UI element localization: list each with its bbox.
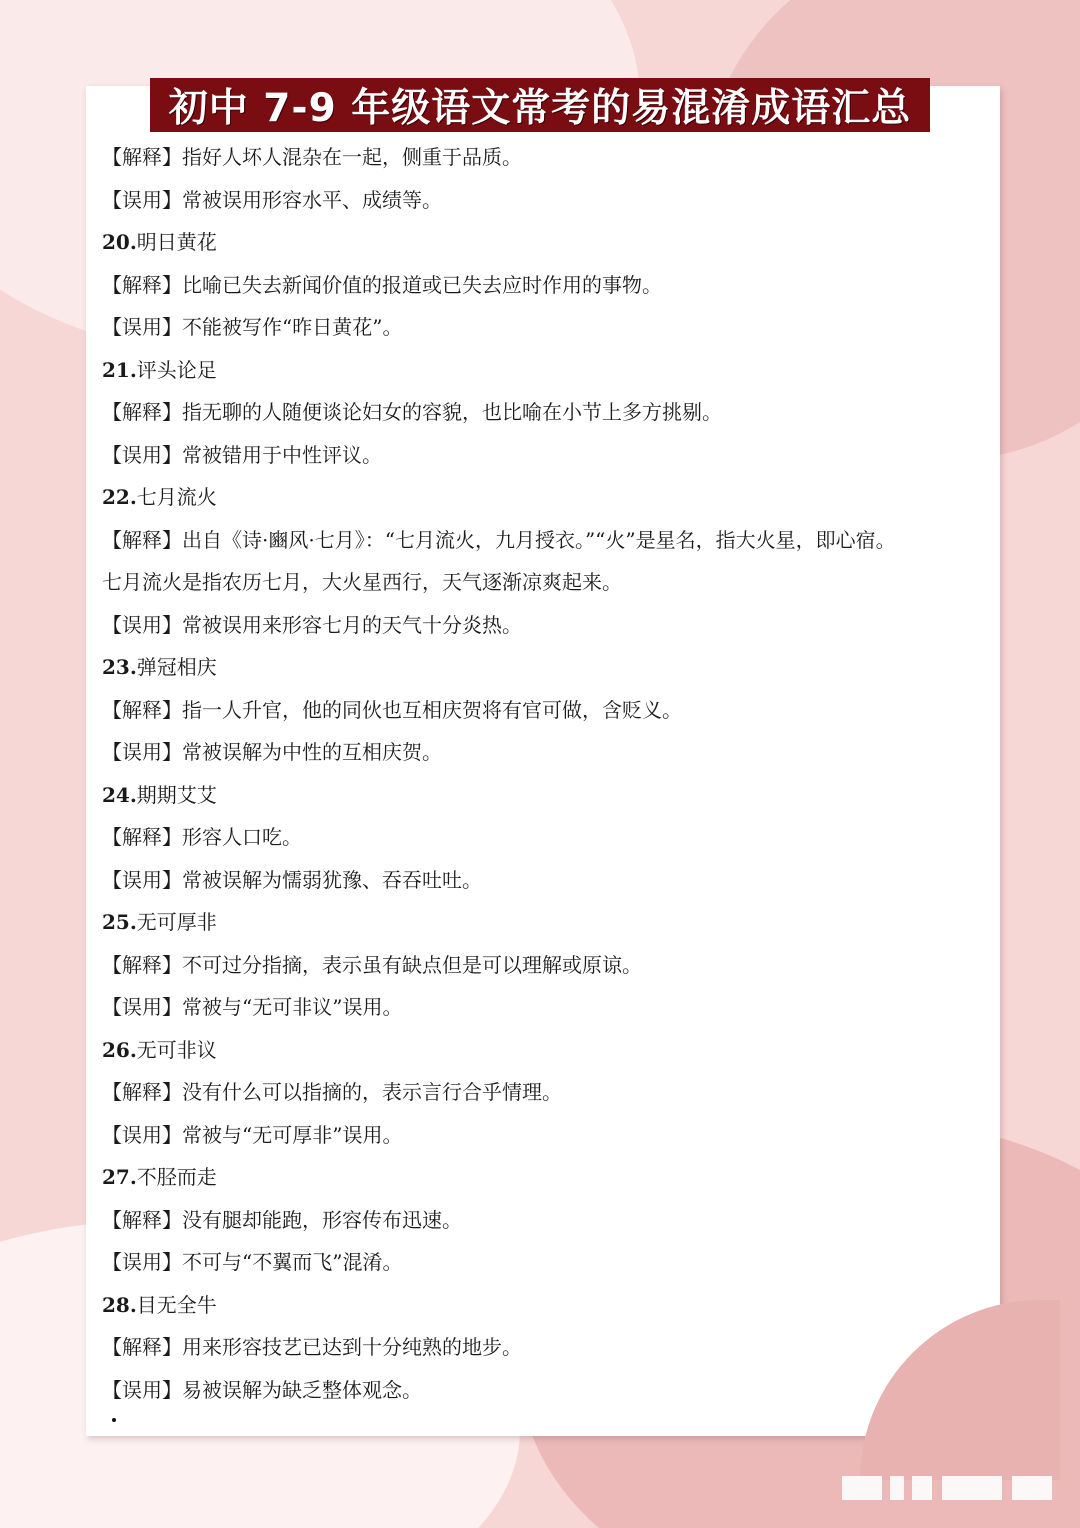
end-mark xyxy=(112,1418,116,1422)
idiom-number: 26. xyxy=(102,1037,137,1062)
idiom-heading xyxy=(102,476,982,519)
line-text: 比喻已失去新闻价值的报道或已失去应时作用的事物。 xyxy=(182,272,662,297)
misuse-tag: 【误用】 xyxy=(102,1377,182,1402)
idiom-number: 24. xyxy=(102,782,137,807)
idiom-number: 20. xyxy=(102,230,137,254)
explanation-line xyxy=(102,391,982,434)
line-text: 常被误用来形容七月的天气十分炎热。 xyxy=(182,612,522,637)
idiom-number: 21. xyxy=(102,357,137,382)
line-text: 没有腿却能跑，形容传布迅速。 xyxy=(182,1207,462,1232)
explanation-line xyxy=(102,1199,982,1242)
explanation-tag: 【解释】 xyxy=(102,697,182,722)
explanation-tag: 【解释】 xyxy=(102,1335,182,1359)
explanation-tag: 【解释】 xyxy=(102,1207,182,1232)
misuse-line xyxy=(102,306,982,349)
idiom-term: 弹冠相庆 xyxy=(136,655,217,679)
line-text: 常被误用形容水平、成绩等。 xyxy=(182,187,442,212)
line-text: 常被错用于中性评议。 xyxy=(182,442,382,467)
idiom-number: 25. xyxy=(102,910,137,934)
line-text: 七月流火是指农历七月，大火星西行，天气逐渐凉爽起来。 xyxy=(102,570,622,594)
explanation-line xyxy=(102,689,982,732)
explanation-line xyxy=(102,264,982,307)
idiom-term: 明日黄花 xyxy=(136,230,217,254)
misuse-line xyxy=(102,434,982,477)
page-title: 初中 7-9 年级语文常考的易混淆成语汇总 xyxy=(168,86,912,131)
line-text: 常被误解为中性的互相庆贺。 xyxy=(182,740,442,764)
misuse-tag: 【误用】 xyxy=(102,867,182,892)
idiom-term: 不胫而走 xyxy=(136,1165,217,1189)
misuse-line xyxy=(102,179,982,222)
misuse-tag: 【误用】 xyxy=(102,1122,182,1147)
misuse-line xyxy=(102,731,982,774)
misuse-tag: 【误用】 xyxy=(102,740,182,764)
idiom-heading xyxy=(102,646,982,689)
misuse-line xyxy=(102,604,982,647)
idiom-number: 22. xyxy=(102,485,137,509)
misuse-line xyxy=(102,986,982,1029)
misuse-line xyxy=(102,1241,982,1284)
idiom-term: 无可厚非 xyxy=(136,910,217,934)
misuse-tag: 【误用】 xyxy=(102,315,182,339)
misuse-line xyxy=(102,1369,982,1412)
misuse-line xyxy=(102,859,982,902)
idiom-heading xyxy=(102,349,982,392)
idiom-heading xyxy=(102,901,982,944)
explanation-line xyxy=(102,136,982,179)
idiom-number: 28. xyxy=(102,1292,137,1317)
line-text: 常被与“无可厚非”误用。 xyxy=(182,1122,403,1147)
explanation-tag: 【解释】 xyxy=(102,1080,182,1104)
explanation-line xyxy=(102,519,982,562)
line-text: 不能被写作“昨日黄花”。 xyxy=(182,315,403,339)
misuse-tag: 【误用】 xyxy=(102,1250,182,1274)
idiom-term: 无可非议 xyxy=(136,1037,217,1062)
idiom-number: 27. xyxy=(102,1165,137,1189)
idiom-term: 目无全牛 xyxy=(136,1292,217,1317)
idiom-heading xyxy=(102,774,982,817)
line-text: 形容人口吃。 xyxy=(182,825,302,849)
idiom-heading xyxy=(102,221,982,264)
title-banner xyxy=(150,78,930,132)
line-text: 指无聊的人随便谈论妇女的容貌，也比喻在小节上多方挑剔。 xyxy=(182,400,722,424)
line-text: 不可与“不翼而飞”混淆。 xyxy=(182,1250,403,1274)
explanation-tag: 【解释】 xyxy=(102,952,182,977)
line-text: 用来形容技艺已达到十分纯熟的地步。 xyxy=(182,1335,522,1359)
explanation-tag: 【解释】 xyxy=(102,527,182,552)
line-text: 常被与“无可非议”误用。 xyxy=(182,995,403,1019)
line-text: 常被误解为懦弱犹豫、吞吞吐吐。 xyxy=(182,867,482,892)
explanation-tag: 【解释】 xyxy=(102,825,182,849)
explanation-line xyxy=(102,1071,982,1114)
idiom-number: 23. xyxy=(102,655,137,679)
watermark-logo xyxy=(842,1470,1062,1510)
idiom-heading xyxy=(102,1156,982,1199)
idiom-term: 七月流火 xyxy=(136,485,217,509)
line-text: 易被误解为缺乏整体观念。 xyxy=(182,1377,422,1402)
explanation-line xyxy=(102,816,982,859)
explanation-tag: 【解释】 xyxy=(102,145,182,169)
explanation-tag: 【解释】 xyxy=(102,272,182,297)
explanation-tag: 【解释】 xyxy=(102,400,182,424)
explanation-line xyxy=(102,1326,982,1369)
misuse-tag: 【误用】 xyxy=(102,995,182,1019)
line-text: 指好人坏人混杂在一起，侧重于品质。 xyxy=(182,145,522,169)
idiom-term: 评头论足 xyxy=(136,357,217,382)
misuse-tag: 【误用】 xyxy=(102,442,182,467)
explanation-line xyxy=(102,944,982,987)
explanation-continuation xyxy=(102,561,982,604)
line-text: 指一人升官，他的同伙也互相庆贺将有官可做，含贬义。 xyxy=(182,697,682,722)
line-text: 没有什么可以指摘的，表示言行合乎情理。 xyxy=(182,1080,562,1104)
misuse-line xyxy=(102,1114,982,1157)
idiom-list xyxy=(102,136,982,1411)
idiom-heading xyxy=(102,1284,982,1327)
line-text: 不可过分指摘，表示虽有缺点但是可以理解或原谅。 xyxy=(182,952,642,977)
misuse-tag: 【误用】 xyxy=(102,187,182,212)
idiom-term: 期期艾艾 xyxy=(136,782,217,807)
idiom-heading xyxy=(102,1029,982,1072)
misuse-tag: 【误用】 xyxy=(102,612,182,637)
line-text: 出自《诗·豳风·七月》：“七月流火，九月授衣。”“火”是星名，指大火星，即心宿。 xyxy=(182,527,896,552)
